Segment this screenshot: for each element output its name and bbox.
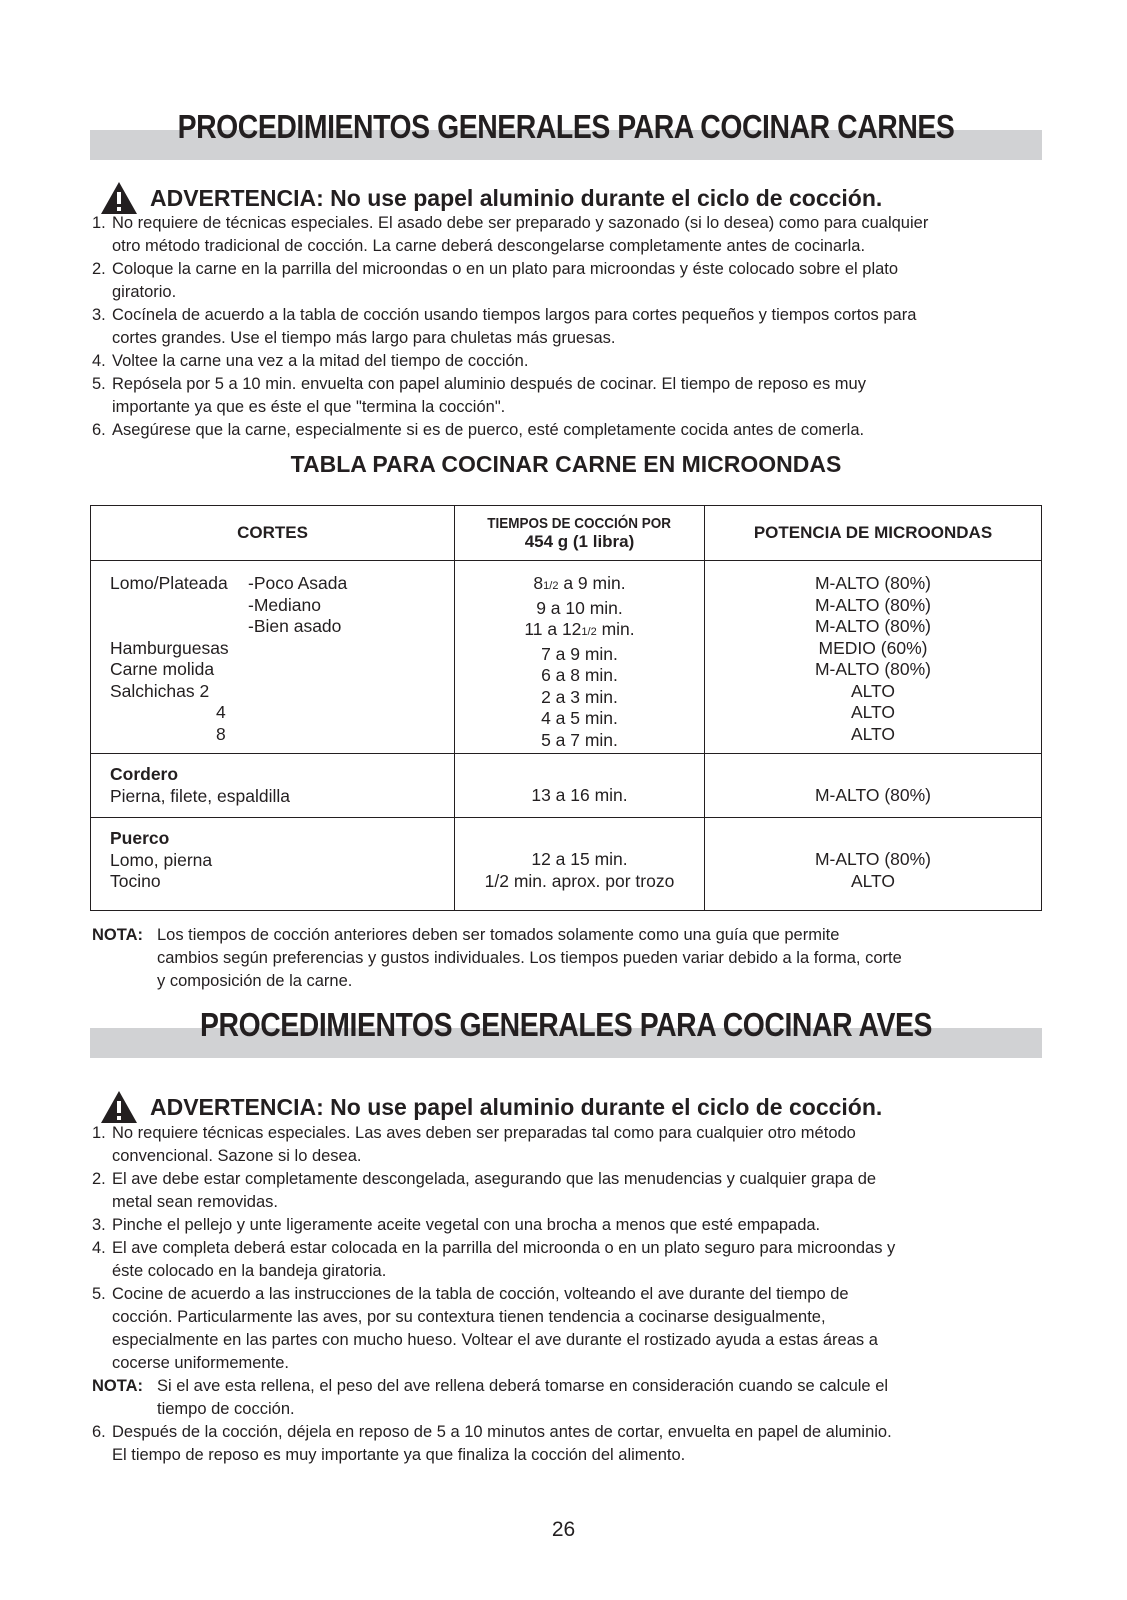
puerco-heading: Puerco [110,828,170,848]
step-line: giratorio. [112,283,177,301]
time-value [455,619,704,644]
step-number: 3. [92,306,106,324]
step-line: El ave debe estar completamente descongelada, asegurando que las menudencias y cualquier grapa de [112,1170,877,1188]
cut-count: 4 [216,702,226,722]
res-times-cell [455,573,704,751]
step-line: Asegúrese que la carne, especialmente si es de puerco, esté completamente cocida antes de comerla. [112,421,865,439]
step-item [92,1168,1042,1214]
table-row [110,681,440,703]
power-value: ALTO [850,723,896,744]
meat-nota [92,924,1042,993]
cut-doneness: -Bien asado [248,616,342,636]
power-value: ALTO [850,702,896,722]
step-line: Coloque la carne en la parrilla del microondas o en un plato para microondas y éste colocado sobre el plato [112,260,899,278]
step-number: 2. [92,1170,106,1188]
res-cuts-cell [110,573,440,745]
time-value [455,573,704,598]
nota-line: Los tiempos de cocción anteriores deben ser tomados solamente como una guía que permite [157,926,840,944]
meat-warning [100,181,882,215]
table-row [110,573,440,595]
page-number: 26 [551,1518,576,1541]
step-line: Después de la cocción, déjela en reposo de 5 a 10 minutos antes de cortar, envuelta en papel de aluminio. [112,1423,892,1441]
warning-text: ADVERTENCIA: No use papel aluminio durante el ciclo de cocción. [150,1093,883,1120]
step-number: 6. [92,421,106,439]
nota-label: NOTA: [92,926,144,944]
step-line: especialmente en las partes con mucho hueso. Voltear el ave durante el rostizado ayuda a estas áreas a [112,1331,878,1349]
step-line: éste colocado en la bandeja giratoria. [112,1262,387,1280]
time-value [455,665,704,687]
poultry-section-title: PROCEDIMIENTOS GENERALES PARA COCINAR AVES [200,1006,932,1043]
poultry-steps [92,1122,1042,1467]
time-value [455,687,704,709]
step-item [92,419,1042,442]
power-value: ALTO [850,870,896,891]
time-value: 1/2 min. aprox. por trozo [484,870,675,891]
meat-section-header [90,108,1042,160]
nota-line: cambios según preferencias y gustos individuales. Los tiempos pueden variar debido a la forma, corte [157,949,902,967]
cut-count: 8 [216,723,226,744]
step-line: Pinche el pellejo y unte ligeramente aceite vegetal con una brocha a menos que esté empapada. [112,1216,821,1234]
step-number: 3. [92,1216,106,1234]
time-value [455,708,704,730]
puerco-item: Tocino [110,871,161,891]
table-row [110,659,440,681]
step-number: 2. [92,260,106,278]
step-number: 5. [92,375,106,393]
cut-doneness: -Poco Asada [248,573,348,593]
time-value [455,598,704,620]
row-divider [91,560,1041,561]
power-value: ALTO [850,680,896,701]
step-item [92,1237,1042,1283]
cut-name: Salchichas 2 [110,680,210,701]
step-number: 4. [92,1239,106,1257]
cordero-cuts-cell [110,764,290,807]
power-value: M-ALTO (80%) [814,573,932,593]
time-text: 4 a 5 min. [541,708,618,728]
nota-label: NOTA: [92,1377,144,1395]
time-value: 12 a 15 min. [531,849,628,869]
res-powers-cell [705,573,1041,745]
puerco-powers-cell [705,849,1041,892]
step-line: cortes grandes. Use el tiempo más largo para chuletas más gruesas. [112,329,616,347]
cut-name: Hamburguesas [110,637,229,658]
nota-line: tiempo de cocción. [157,1400,295,1418]
header-cuts [91,506,454,560]
time-text: 7 a 9 min. [541,643,618,664]
power-value: M-ALTO (80%) [814,616,932,636]
step-line: metal sean removidas. [112,1193,278,1211]
cordero-heading: Cordero [110,764,179,784]
header-time [455,506,704,560]
cut-doneness: -Mediano [248,594,321,615]
table-title: TABLA PARA COCINAR CARNE EN MICROONDAS [290,451,842,477]
nota-line: y composición de la carne. [157,972,353,990]
power-value: MEDIO (60%) [818,637,928,658]
meat-steps [92,212,1042,442]
step-line: Voltee la carne una vez a la mitad del tiempo de cocción. [112,352,529,370]
step-line: Cocínela de acuerdo a la tabla de cocción usando tiempos largos para cortes pequeños y tiempos cortos para [112,306,917,324]
meat-section-title: PROCEDIMIENTOS GENERALES PARA COCINAR CARNES [177,108,955,145]
step-line: cocción. Particularmente las aves, por su contextura tienen tendencia a cocinarse desigualmente, [112,1308,826,1326]
time-text: min. [596,619,635,639]
step-number: 5. [92,1285,106,1303]
cordero-item: Pierna, filete, espaldilla [110,785,290,806]
step-number: 1. [92,1124,106,1142]
table-row [110,616,440,638]
step-line: Cocine de acuerdo a las instrucciones de la tabla de cocción, volteando el ave durante del tiempo de [112,1285,849,1303]
time-value [455,644,704,666]
step-line: cocerse uniformemente. [112,1354,289,1372]
cut-name: Carne molida [110,659,215,679]
warning-icon [100,181,138,215]
poultry-nota [92,1375,1042,1421]
time-fraction: 1/2 [581,626,597,638]
time-text: 2 a 3 min. [541,686,618,707]
puerco-times-cell [455,849,704,892]
step-item [92,258,1042,304]
puerco-cuts-cell [110,828,212,893]
nota-line: Si el ave esta rellena, el peso del ave rellena deberá tomarse en consideración cuando se calcule el [157,1377,889,1395]
step-line: otro método tradicional de cocción. La carne deberá descongelarse completamente antes de cocinarla. [112,237,866,255]
warning-icon [100,1090,138,1124]
header-time-line1: TIEMPOS DE COCCIÓN POR [487,514,672,532]
step-line: No requiere de técnicas especiales. El asado debe ser preparado y sazonado (si lo desea) como para cualquier [112,214,929,232]
step-number: 4. [92,352,106,370]
step-item [92,1122,1042,1168]
time-text: 5 a 7 min. [541,729,618,750]
step-item [92,1214,1042,1237]
power-value: M-ALTO (80%) [814,594,932,615]
power-value: M-ALTO (80%) [814,849,932,869]
step-number: 6. [92,1423,106,1441]
time-value [455,730,704,752]
time-text: a 9 min. [558,573,626,593]
step-item [92,350,1042,373]
table-row [110,702,440,724]
step-line: El ave completa deberá estar colocada en la parrilla del microonda o en un plato seguro para microondas y [112,1239,896,1257]
step-line: Repósela por 5 a 10 min. envuelta con papel aluminio después de cocinar. El tiempo de reposo es muy [112,375,866,393]
time-text: 8 [533,573,544,593]
step-item [92,304,1042,350]
row-divider [91,817,1041,818]
header-power-label: POTENCIA DE MICROONDAS [753,523,993,542]
table-row [110,638,440,660]
header-cuts-label: CORTES [237,523,308,542]
step-number: 1. [92,214,106,232]
puerco-item: Lomo, pierna [110,849,213,870]
step-item [92,1283,1042,1375]
time-fraction: 1/2 [543,580,559,592]
header-power [705,506,1041,560]
step-item [92,373,1042,419]
warning-text: ADVERTENCIA: No use papel aluminio durante el ciclo de cocción. [150,184,883,211]
poultry-section-header [90,1006,1042,1058]
step-line: El tiempo de reposo es muy importante ya que finaliza la cocción del alimento. [112,1446,686,1464]
step-line: importante ya que es éste el que "termina la cocción". [112,398,506,416]
step-item [92,1421,1042,1467]
time-text: 9 a 10 min. [536,597,623,618]
time-text: 6 a 8 min. [541,665,618,685]
cut-name: Lomo/Plateada [110,573,228,593]
table-row [110,724,440,746]
table-row [110,595,440,617]
step-line: convencional. Sazone si lo desea. [112,1147,362,1165]
row-divider [91,753,1041,754]
power-value: M-ALTO (80%) [814,659,932,679]
time-text: 11 a 12 [524,619,582,639]
cordero-time: 13 a 16 min. [531,785,628,805]
cordero-power: M-ALTO (80%) [814,785,932,805]
meat-cooking-table [90,505,1042,911]
step-line: No requiere técnicas especiales. Las aves deben ser preparadas tal como para cualquier otro método [112,1124,856,1142]
step-item [92,212,1042,258]
header-time-line2: 454 g (1 libra) [524,531,635,551]
poultry-warning [100,1090,882,1124]
